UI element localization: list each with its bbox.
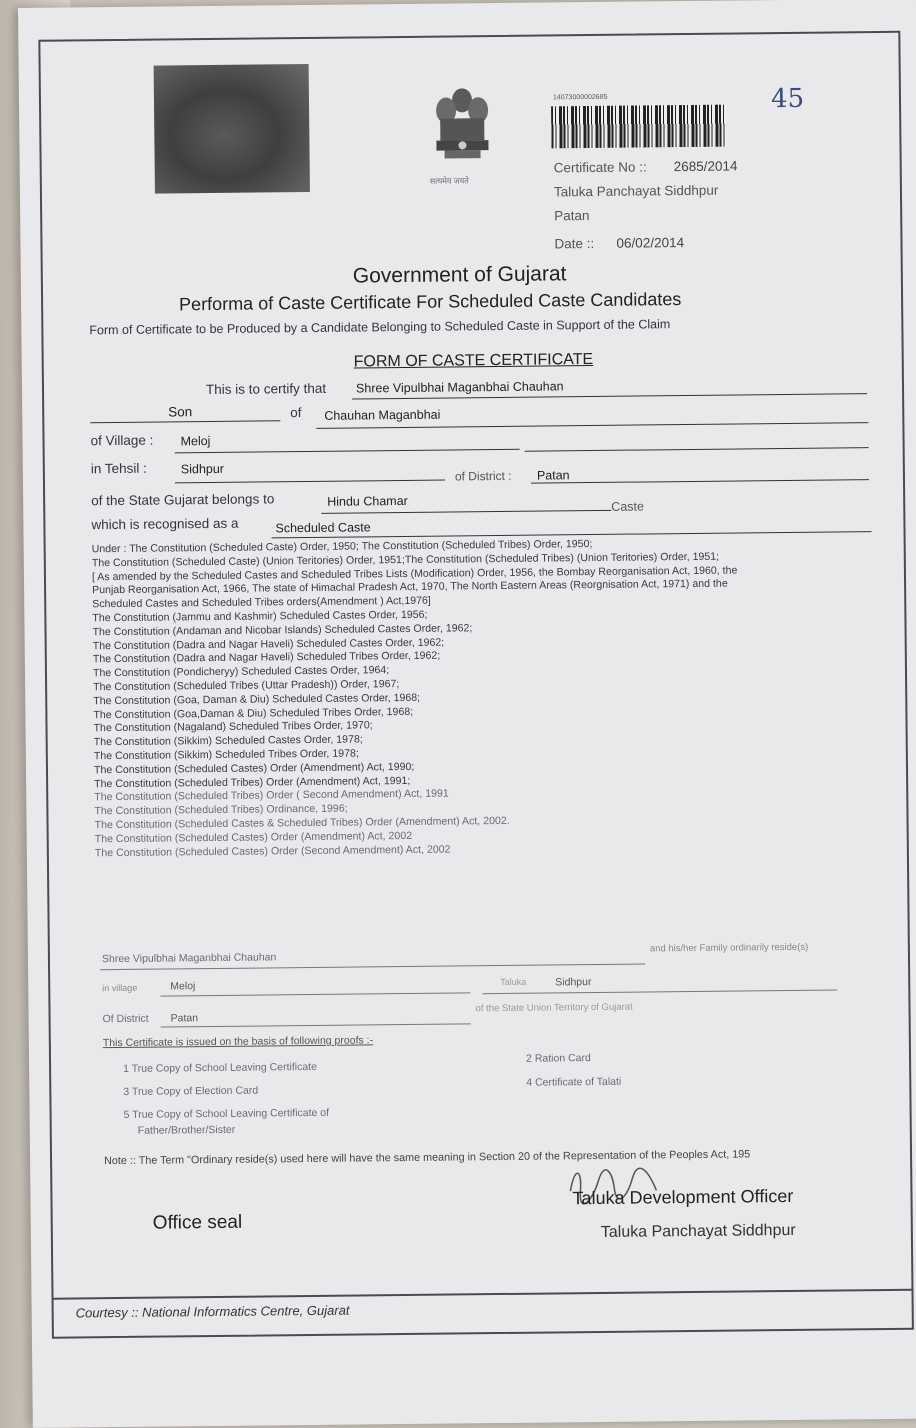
constitution-order-line: The Constitution (Sikkim) Scheduled Tribes Order, 1978; xyxy=(93,747,359,763)
certificate-no: 2685/2014 xyxy=(673,158,738,175)
barcode-number: 14073000002685 xyxy=(552,93,608,102)
village: Meloj xyxy=(180,434,211,449)
issuing-district: Patan xyxy=(554,208,590,224)
constitution-orders-list xyxy=(92,536,741,860)
caste-label: Caste xyxy=(611,499,644,514)
form-subtitle: Form of Certificate to be Produced by a Candidate Belonging to Scheduled Caste in Support of the Claim xyxy=(89,317,671,338)
constitution-order-line: The Constitution (Scheduled Tribes) Order ( Second Amendment) Act, 1991 xyxy=(94,787,449,804)
constitution-order-line: The Constitution (Scheduled Castes & Scheduled Tribes) Order (Amendment) Act, 2002. xyxy=(94,814,510,832)
residence-underline xyxy=(100,963,645,970)
constitution-order-line: The Constitution (Scheduled Tribes (Uttar Pradesh)) Order, 1967; xyxy=(93,678,400,694)
residence-name: Shree Vipulbhai Maganbhai Chauhan xyxy=(101,951,277,966)
note-text: Note :: The Term "Ordinary reside(s) used here will have the same meaning in Section 20 of the Representation of the Peoples Act, 195 xyxy=(104,1148,751,1168)
residence-district-label: Of District xyxy=(102,1012,149,1026)
state-label: of the State Gujarat belongs to xyxy=(91,491,275,509)
of-label: of xyxy=(290,405,302,421)
constitution-order-line: The Constitution (Scheduled Caste) (Union Teritories) Order, 1951;The Constitution (Scheduled Tribes) (Union Teritories) Order, 1951; xyxy=(91,550,720,570)
village-label: of Village : xyxy=(90,432,154,449)
emblem-motto: सत्यमेव जयते xyxy=(429,176,469,186)
relation: Son xyxy=(168,404,193,420)
constitution-order-line: The Constitution (Jammu and Kashmir) Scheduled Castes Order, 1956; xyxy=(92,608,428,625)
certificate-no-label: Certificate No :: xyxy=(553,159,647,176)
applicant-photo xyxy=(154,64,310,194)
constitution-order-line: The Constitution (Sikkim) Scheduled Castes Order, 1978; xyxy=(93,733,363,749)
constitution-order-line: The Constitution (Dadra and Nagar Haveli) Scheduled Castes Order, 1962; xyxy=(92,636,445,652)
constitution-order-line: The Constitution (Goa,Daman & Diu) Scheduled Tribes Order, 1968; xyxy=(93,705,414,721)
government-title: Government of Gujarat xyxy=(352,262,567,288)
performa-title: Performa of Caste Certificate For Scheduled Caste Candidates xyxy=(179,289,682,315)
residence-district: Patan xyxy=(170,1012,199,1025)
residence-family-text: and his/her Family ordinarily reside(s) xyxy=(649,941,809,955)
handwritten-page-number: 45 xyxy=(770,83,805,115)
constitution-order-line: The Constitution (Scheduled Tribes) Ordinance, 1996; xyxy=(94,802,348,818)
national-emblem-icon xyxy=(426,82,499,178)
barcode xyxy=(551,105,726,149)
proofs-heading: This Certificate is issued on the basis of following proofs :- xyxy=(102,1034,374,1050)
officer-title: Taluka Development Officer xyxy=(572,1185,794,1209)
constitution-order-line: The Constitution (Scheduled Tribes) Order (Amendment) Act, 1991; xyxy=(94,774,411,790)
proof-item-5: 5 True Copy of School Leaving Certificate of xyxy=(123,1106,330,1121)
constitution-order-line: Scheduled Castes and Scheduled Tribes orders(Amendment ) Act,1976] xyxy=(92,594,431,611)
constitution-order-line: The Constitution (Scheduled Castes) Order (Second Amendment) Act, 2002 xyxy=(94,843,451,859)
residence-state-text: of the State Union Territory of Gujarat xyxy=(475,1001,633,1015)
district-underline xyxy=(531,479,869,484)
village-underline-2 xyxy=(525,447,869,452)
form-heading: FORM OF CASTE CERTIFICATE xyxy=(353,350,594,371)
issuing-office: Taluka Panchayat Siddhpur xyxy=(553,182,719,200)
relation-underline xyxy=(90,420,280,423)
residence-taluka: Sidhpur xyxy=(555,976,592,989)
issue-date: 06/02/2014 xyxy=(616,235,685,251)
parent-underline xyxy=(316,422,868,429)
constitution-order-line: Punjab Reorganisation Act, 1966, The state of Himachal Pradesh Act, 1970, The North Eastern Areas (Reorgnisation Act, 1971) and the xyxy=(92,577,728,597)
officer-office: Taluka Panchayat Siddhpur xyxy=(600,1221,796,1241)
tehsil: Sidhpur xyxy=(180,461,225,477)
courtesy-text: Courtesy :: National Informatics Centre, Gujarat xyxy=(75,1302,350,1321)
constitution-order-line: The Constitution (Scheduled Castes) Order (Amendment) Act, 1990; xyxy=(93,760,415,776)
certificate-frame xyxy=(38,31,914,1339)
caste-underline xyxy=(321,510,611,514)
constitution-order-line: The Constitution (Scheduled Castes) Order (Amendment) Act, 2002 xyxy=(94,829,413,845)
caste-name: Hindu Chamar xyxy=(327,493,408,509)
proof-item-2: 2 Ration Card xyxy=(525,1052,591,1065)
tehsil-label: in Tehsil : xyxy=(90,460,147,477)
constitution-order-line: The Constitution (Pondicheryy) Scheduled Castes Order, 1964; xyxy=(92,664,390,680)
constitution-order-line: The Constitution (Andaman and Nicobar Islands) Scheduled Castes Order, 1962; xyxy=(92,622,473,639)
residence-village-underline xyxy=(160,992,470,996)
recognised-label: which is recognised as a xyxy=(91,515,239,533)
constitution-order-line: [ As amended by the Scheduled Castes and Scheduled Tribes Lists (Modification) Order, 1956, the Bombay Reorganisation Act, 1960, the xyxy=(91,564,738,583)
constitution-order-line: The Constitution (Dadra and Nagar Haveli) Scheduled Tribes Order, 1962; xyxy=(92,649,441,666)
residence-village-label: in village xyxy=(102,982,138,994)
constitution-order-line: Under : The Constitution (Scheduled Caste) Order, 1950; The Constitution (Scheduled Tribes) Order, 1950; xyxy=(91,538,593,556)
office-seal-label: Office seal xyxy=(152,1211,243,1234)
residence-taluka-underline xyxy=(482,989,837,994)
proof-item-4: 4 Certificate of Talati xyxy=(526,1075,622,1089)
tehsil-underline xyxy=(175,480,445,484)
courtesy-divider xyxy=(54,1289,912,1300)
candidate-name: Shree Vipulbhai Maganbhai Chauhan xyxy=(355,379,564,396)
residence-taluka-label: Taluka xyxy=(500,976,527,988)
proof-item-1: 1 True Copy of School Leaving Certificate xyxy=(123,1060,317,1075)
proof-item-3: 3 True Copy of Election Card xyxy=(123,1084,259,1098)
caste-certificate-page xyxy=(18,0,916,1428)
residence-district-underline xyxy=(161,1023,471,1027)
district: Patan xyxy=(536,468,570,483)
certify-label: This is to certify that xyxy=(205,380,327,398)
residence-village: Meloj xyxy=(170,980,196,993)
district-label: of District : xyxy=(454,468,512,484)
date-label: Date :: xyxy=(554,235,595,252)
proof-item-5-cont: Father/Brother/Sister xyxy=(137,1123,236,1137)
village-underline xyxy=(175,449,520,454)
caste-category: Scheduled Caste xyxy=(275,520,371,536)
constitution-order-line: The Constitution (Nagaland) Scheduled Tribes Order, 1970; xyxy=(93,719,373,735)
constitution-order-line: The Constitution (Goa, Daman & Diu) Scheduled Castes Order, 1968; xyxy=(93,691,421,708)
parent-name: Chauhan Maganbhai xyxy=(324,407,441,423)
